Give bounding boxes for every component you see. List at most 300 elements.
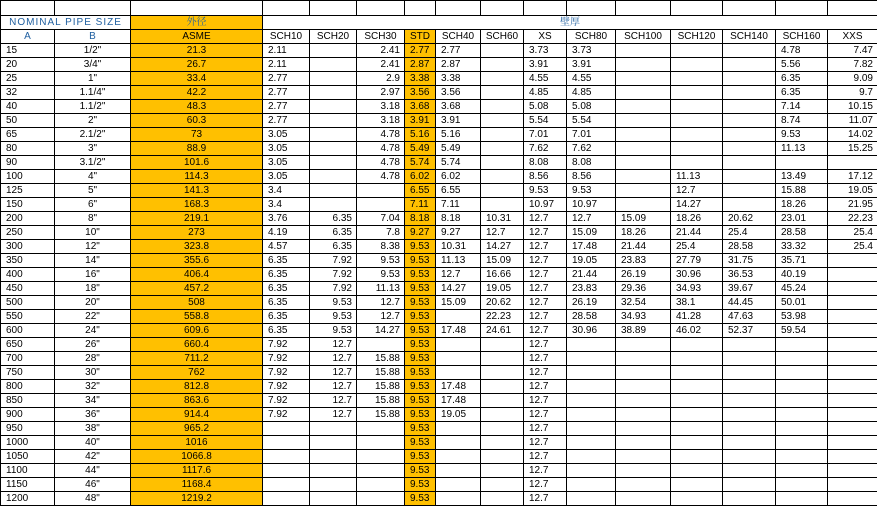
sch100-cell[interactable] <box>616 492 671 506</box>
sch60-cell[interactable]: 10.31 <box>481 212 524 226</box>
sch140-cell[interactable] <box>723 198 776 212</box>
sch30-cell[interactable] <box>357 436 405 450</box>
sch120-cell[interactable] <box>671 464 723 478</box>
asme-od-cell[interactable]: 762 <box>131 366 263 380</box>
size-a-cell[interactable]: 300 <box>1 240 55 254</box>
sch160-cell[interactable]: 23.01 <box>776 212 828 226</box>
sch160-cell[interactable]: 40.19 <box>776 268 828 282</box>
sch160-cell[interactable]: 15.88 <box>776 184 828 198</box>
sch40-cell[interactable]: 3.38 <box>436 72 481 86</box>
sch30-cell[interactable] <box>357 450 405 464</box>
sch80-cell[interactable] <box>567 492 616 506</box>
sch160-cell[interactable]: 53.98 <box>776 310 828 324</box>
size-b-cell[interactable]: 20" <box>55 296 131 310</box>
std-cell[interactable]: 9.53 <box>405 408 436 422</box>
xxs-cell[interactable]: 10.15 <box>828 100 877 114</box>
sch60-cell[interactable] <box>481 100 524 114</box>
asme-od-cell[interactable]: 863.6 <box>131 394 263 408</box>
xxs-cell[interactable] <box>828 450 877 464</box>
asme-od-cell[interactable]: 48.3 <box>131 100 263 114</box>
sch40-cell[interactable]: 11.13 <box>436 254 481 268</box>
sch10-cell[interactable]: 3.4 <box>263 198 310 212</box>
std-cell[interactable]: 9.53 <box>405 450 436 464</box>
size-a-cell[interactable]: 450 <box>1 282 55 296</box>
sch30-cell[interactable]: 15.88 <box>357 394 405 408</box>
sch40-cell[interactable]: 17.48 <box>436 324 481 338</box>
sch80-cell[interactable]: 8.56 <box>567 170 616 184</box>
sch100-cell[interactable]: 38.89 <box>616 324 671 338</box>
sch40-cell[interactable]: 2.77 <box>436 44 481 58</box>
sch140-cell[interactable] <box>723 142 776 156</box>
sch40-cell[interactable] <box>436 366 481 380</box>
xxs-cell[interactable] <box>828 478 877 492</box>
empty-cell[interactable] <box>263 1 310 16</box>
sch30-cell[interactable]: 8.38 <box>357 240 405 254</box>
xs-cell[interactable]: 7.62 <box>524 142 567 156</box>
sch60-cell[interactable]: 24.61 <box>481 324 524 338</box>
size-b-cell[interactable]: 3/4" <box>55 58 131 72</box>
sch140-cell[interactable] <box>723 156 776 170</box>
sch60-cell[interactable]: 19.05 <box>481 282 524 296</box>
sch20-cell[interactable]: 12.7 <box>310 366 357 380</box>
sch140-cell[interactable]: 36.53 <box>723 268 776 282</box>
sch60-cell[interactable] <box>481 380 524 394</box>
xs-cell[interactable]: 8.08 <box>524 156 567 170</box>
sch20-cell[interactable] <box>310 170 357 184</box>
sch40-cell[interactable] <box>436 436 481 450</box>
sch30-cell[interactable]: 14.27 <box>357 324 405 338</box>
sch60-cell[interactable] <box>481 408 524 422</box>
sch10-cell[interactable] <box>263 492 310 506</box>
sch140-cell[interactable] <box>723 450 776 464</box>
asme-od-cell[interactable]: 558.8 <box>131 310 263 324</box>
size-a-cell[interactable]: 100 <box>1 170 55 184</box>
sch30-cell[interactable]: 2.97 <box>357 86 405 100</box>
sch80-cell[interactable] <box>567 450 616 464</box>
size-a-cell[interactable]: 150 <box>1 198 55 212</box>
sch120-cell[interactable] <box>671 450 723 464</box>
sch60-cell[interactable] <box>481 156 524 170</box>
sch100-cell[interactable] <box>616 142 671 156</box>
sch10-cell[interactable]: 7.92 <box>263 408 310 422</box>
asme-od-cell[interactable]: 1219.2 <box>131 492 263 506</box>
sch20-cell[interactable] <box>310 86 357 100</box>
sch100-cell[interactable] <box>616 128 671 142</box>
sch40-cell[interactable]: 19.05 <box>436 408 481 422</box>
empty-cell[interactable] <box>436 1 481 16</box>
std-cell[interactable]: 2.87 <box>405 58 436 72</box>
sch120-cell[interactable] <box>671 86 723 100</box>
xxs-cell[interactable] <box>828 408 877 422</box>
sch140-cell[interactable] <box>723 366 776 380</box>
sch140-cell[interactable] <box>723 408 776 422</box>
size-b-cell[interactable]: 1.1/2" <box>55 100 131 114</box>
std-cell[interactable]: 9.53 <box>405 422 436 436</box>
sch120-cell[interactable] <box>671 128 723 142</box>
sch20-cell[interactable]: 12.7 <box>310 352 357 366</box>
sch60-cell[interactable]: 15.09 <box>481 254 524 268</box>
sch120-cell[interactable] <box>671 338 723 352</box>
size-b-cell[interactable]: 14" <box>55 254 131 268</box>
size-b-cell[interactable]: 12" <box>55 240 131 254</box>
sch40-cell[interactable] <box>436 464 481 478</box>
size-b-cell[interactable]: 18" <box>55 282 131 296</box>
sch160-cell[interactable] <box>776 338 828 352</box>
empty-cell[interactable] <box>723 1 776 16</box>
sch30-cell[interactable] <box>357 198 405 212</box>
sch120-cell[interactable]: 14.27 <box>671 198 723 212</box>
sch10-cell[interactable]: 7.92 <box>263 352 310 366</box>
sch160-cell[interactable] <box>776 380 828 394</box>
sch160-cell[interactable] <box>776 492 828 506</box>
sch60-cell[interactable] <box>481 464 524 478</box>
size-a-cell[interactable]: 400 <box>1 268 55 282</box>
size-a-cell[interactable]: 750 <box>1 366 55 380</box>
xxs-cell[interactable] <box>828 268 877 282</box>
sch10-cell[interactable] <box>263 450 310 464</box>
size-a-cell[interactable]: 350 <box>1 254 55 268</box>
asme-od-cell[interactable]: 660.4 <box>131 338 263 352</box>
sch10-cell[interactable]: 7.92 <box>263 366 310 380</box>
xs-cell[interactable]: 12.7 <box>524 254 567 268</box>
empty-cell[interactable] <box>524 1 567 16</box>
asme-od-cell[interactable]: 26.7 <box>131 58 263 72</box>
sch40-cell[interactable]: 9.27 <box>436 226 481 240</box>
size-a-cell[interactable]: 1150 <box>1 478 55 492</box>
sch80-cell[interactable]: 5.08 <box>567 100 616 114</box>
sch120-cell[interactable]: 12.7 <box>671 184 723 198</box>
col-header-sch10[interactable]: SCH10 <box>263 30 310 44</box>
xxs-cell[interactable] <box>828 366 877 380</box>
sch20-cell[interactable] <box>310 436 357 450</box>
size-b-cell[interactable]: 2.1/2" <box>55 128 131 142</box>
sch160-cell[interactable]: 11.13 <box>776 142 828 156</box>
sch80-cell[interactable] <box>567 436 616 450</box>
sch160-cell[interactable]: 33.32 <box>776 240 828 254</box>
sch160-cell[interactable] <box>776 394 828 408</box>
asme-od-cell[interactable]: 508 <box>131 296 263 310</box>
sch40-cell[interactable]: 15.09 <box>436 296 481 310</box>
size-a-cell[interactable]: 25 <box>1 72 55 86</box>
sch160-cell[interactable] <box>776 156 828 170</box>
wall-thickness-header[interactable]: 壁厚 <box>263 16 877 30</box>
sch100-cell[interactable] <box>616 72 671 86</box>
xs-cell[interactable]: 12.7 <box>524 338 567 352</box>
xxs-cell[interactable] <box>828 324 877 338</box>
asme-od-cell[interactable]: 60.3 <box>131 114 263 128</box>
sch40-cell[interactable]: 14.27 <box>436 282 481 296</box>
xxs-cell[interactable] <box>828 310 877 324</box>
sch160-cell[interactable]: 7.14 <box>776 100 828 114</box>
xs-cell[interactable]: 9.53 <box>524 184 567 198</box>
empty-cell[interactable] <box>616 1 671 16</box>
sch10-cell[interactable]: 7.92 <box>263 380 310 394</box>
size-a-cell[interactable]: 650 <box>1 338 55 352</box>
std-cell[interactable]: 9.53 <box>405 380 436 394</box>
sch100-cell[interactable]: 23.83 <box>616 254 671 268</box>
std-cell[interactable]: 9.53 <box>405 338 436 352</box>
sch120-cell[interactable] <box>671 366 723 380</box>
size-b-cell[interactable]: 22" <box>55 310 131 324</box>
sch20-cell[interactable] <box>310 100 357 114</box>
asme-od-cell[interactable]: 355.6 <box>131 254 263 268</box>
sch160-cell[interactable]: 9.53 <box>776 128 828 142</box>
sch160-cell[interactable] <box>776 436 828 450</box>
xs-cell[interactable]: 12.7 <box>524 450 567 464</box>
sch100-cell[interactable] <box>616 114 671 128</box>
sch60-cell[interactable] <box>481 86 524 100</box>
sch80-cell[interactable] <box>567 380 616 394</box>
size-a-cell[interactable]: 850 <box>1 394 55 408</box>
sch140-cell[interactable] <box>723 380 776 394</box>
sch140-cell[interactable] <box>723 478 776 492</box>
xs-cell[interactable]: 12.7 <box>524 240 567 254</box>
sch160-cell[interactable] <box>776 450 828 464</box>
sch30-cell[interactable]: 4.78 <box>357 170 405 184</box>
sch30-cell[interactable]: 2.41 <box>357 58 405 72</box>
sch60-cell[interactable]: 22.23 <box>481 310 524 324</box>
sch100-cell[interactable] <box>616 422 671 436</box>
sch160-cell[interactable]: 50.01 <box>776 296 828 310</box>
sch100-cell[interactable] <box>616 44 671 58</box>
sch10-cell[interactable]: 3.05 <box>263 156 310 170</box>
sch20-cell[interactable]: 7.92 <box>310 282 357 296</box>
sch10-cell[interactable]: 6.35 <box>263 254 310 268</box>
sch30-cell[interactable]: 15.88 <box>357 352 405 366</box>
sch20-cell[interactable]: 7.92 <box>310 254 357 268</box>
sch100-cell[interactable]: 26.19 <box>616 268 671 282</box>
sch40-cell[interactable] <box>436 492 481 506</box>
sch10-cell[interactable]: 3.05 <box>263 170 310 184</box>
sch100-cell[interactable] <box>616 100 671 114</box>
sch120-cell[interactable] <box>671 394 723 408</box>
xs-cell[interactable]: 12.7 <box>524 492 567 506</box>
size-a-cell[interactable]: 900 <box>1 408 55 422</box>
sch100-cell[interactable] <box>616 156 671 170</box>
sch10-cell[interactable]: 2.77 <box>263 114 310 128</box>
asme-od-cell[interactable]: 88.9 <box>131 142 263 156</box>
std-cell[interactable]: 9.53 <box>405 282 436 296</box>
std-cell[interactable]: 9.53 <box>405 240 436 254</box>
sch40-cell[interactable] <box>436 352 481 366</box>
std-cell[interactable]: 8.18 <box>405 212 436 226</box>
sch120-cell[interactable]: 27.79 <box>671 254 723 268</box>
xs-cell[interactable]: 12.7 <box>524 464 567 478</box>
size-b-cell[interactable]: 3.1/2" <box>55 156 131 170</box>
sch30-cell[interactable]: 3.18 <box>357 114 405 128</box>
sch60-cell[interactable]: 14.27 <box>481 240 524 254</box>
sch10-cell[interactable]: 2.77 <box>263 100 310 114</box>
xxs-cell[interactable]: 19.05 <box>828 184 877 198</box>
xs-cell[interactable]: 12.7 <box>524 366 567 380</box>
sch100-cell[interactable] <box>616 380 671 394</box>
asme-od-cell[interactable]: 1168.4 <box>131 478 263 492</box>
asme-od-cell[interactable]: 457.2 <box>131 282 263 296</box>
sch160-cell[interactable]: 18.26 <box>776 198 828 212</box>
std-cell[interactable]: 9.53 <box>405 366 436 380</box>
size-a-cell[interactable]: 1000 <box>1 436 55 450</box>
size-a-cell[interactable]: 80 <box>1 142 55 156</box>
sch60-cell[interactable] <box>481 366 524 380</box>
sch120-cell[interactable]: 41.28 <box>671 310 723 324</box>
xs-cell[interactable]: 12.7 <box>524 478 567 492</box>
empty-cell[interactable] <box>405 1 436 16</box>
size-a-cell[interactable]: 40 <box>1 100 55 114</box>
sch60-cell[interactable] <box>481 492 524 506</box>
xs-cell[interactable]: 12.7 <box>524 352 567 366</box>
std-cell[interactable]: 3.38 <box>405 72 436 86</box>
sch140-cell[interactable] <box>723 58 776 72</box>
col-header-sch20[interactable]: SCH20 <box>310 30 357 44</box>
sch120-cell[interactable]: 21.44 <box>671 226 723 240</box>
sch60-cell[interactable] <box>481 352 524 366</box>
sch40-cell[interactable]: 8.18 <box>436 212 481 226</box>
sch140-cell[interactable]: 47.63 <box>723 310 776 324</box>
size-a-cell[interactable]: 1050 <box>1 450 55 464</box>
sch120-cell[interactable] <box>671 58 723 72</box>
sch20-cell[interactable]: 12.7 <box>310 394 357 408</box>
sch20-cell[interactable] <box>310 478 357 492</box>
sch120-cell[interactable] <box>671 408 723 422</box>
sch80-cell[interactable]: 17.48 <box>567 240 616 254</box>
sch120-cell[interactable] <box>671 492 723 506</box>
xs-cell[interactable]: 12.7 <box>524 422 567 436</box>
xxs-cell[interactable] <box>828 352 877 366</box>
sch10-cell[interactable] <box>263 464 310 478</box>
sch80-cell[interactable] <box>567 366 616 380</box>
xxs-cell[interactable] <box>828 422 877 436</box>
sch100-cell[interactable] <box>616 338 671 352</box>
std-cell[interactable]: 9.53 <box>405 268 436 282</box>
xs-cell[interactable]: 12.7 <box>524 226 567 240</box>
empty-cell[interactable] <box>55 1 131 16</box>
sch20-cell[interactable] <box>310 72 357 86</box>
sch100-cell[interactable]: 21.44 <box>616 240 671 254</box>
xs-cell[interactable]: 12.7 <box>524 268 567 282</box>
sch20-cell[interactable]: 7.92 <box>310 268 357 282</box>
sch30-cell[interactable]: 2.9 <box>357 72 405 86</box>
size-a-cell[interactable]: 125 <box>1 184 55 198</box>
asme-od-cell[interactable]: 141.3 <box>131 184 263 198</box>
sch20-cell[interactable] <box>310 450 357 464</box>
size-a-cell[interactable]: 250 <box>1 226 55 240</box>
sch30-cell[interactable] <box>357 422 405 436</box>
sch20-cell[interactable] <box>310 44 357 58</box>
asme-od-cell[interactable]: 323.8 <box>131 240 263 254</box>
sch80-cell[interactable]: 3.73 <box>567 44 616 58</box>
xs-cell[interactable]: 10.97 <box>524 198 567 212</box>
xxs-cell[interactable] <box>828 394 877 408</box>
sch100-cell[interactable]: 34.93 <box>616 310 671 324</box>
sch80-cell[interactable]: 30.96 <box>567 324 616 338</box>
sch30-cell[interactable]: 15.88 <box>357 366 405 380</box>
size-a-cell[interactable]: 20 <box>1 58 55 72</box>
xs-cell[interactable]: 12.7 <box>524 436 567 450</box>
sch160-cell[interactable]: 8.74 <box>776 114 828 128</box>
size-b-cell[interactable]: 42" <box>55 450 131 464</box>
std-cell[interactable]: 3.68 <box>405 100 436 114</box>
xxs-cell[interactable] <box>828 254 877 268</box>
sch20-cell[interactable]: 6.35 <box>310 212 357 226</box>
xxs-cell[interactable]: 11.07 <box>828 114 877 128</box>
sch100-cell[interactable] <box>616 352 671 366</box>
sch60-cell[interactable] <box>481 436 524 450</box>
std-cell[interactable]: 9.53 <box>405 296 436 310</box>
size-b-cell[interactable]: 28" <box>55 352 131 366</box>
sch120-cell[interactable]: 30.96 <box>671 268 723 282</box>
size-a-cell[interactable]: 200 <box>1 212 55 226</box>
sch10-cell[interactable]: 3.05 <box>263 128 310 142</box>
sch140-cell[interactable] <box>723 492 776 506</box>
sch40-cell[interactable] <box>436 310 481 324</box>
sch140-cell[interactable] <box>723 128 776 142</box>
xxs-cell[interactable]: 21.95 <box>828 198 877 212</box>
nominal-pipe-size-header[interactable]: NOMINAL PIPE SIZE <box>1 16 131 30</box>
sch10-cell[interactable]: 2.77 <box>263 86 310 100</box>
sch30-cell[interactable] <box>357 478 405 492</box>
sch40-cell[interactable]: 3.91 <box>436 114 481 128</box>
sch10-cell[interactable]: 2.77 <box>263 72 310 86</box>
xxs-cell[interactable] <box>828 492 877 506</box>
sch80-cell[interactable]: 15.09 <box>567 226 616 240</box>
sch80-cell[interactable]: 19.05 <box>567 254 616 268</box>
size-b-cell[interactable]: 36" <box>55 408 131 422</box>
asme-od-cell[interactable]: 42.2 <box>131 86 263 100</box>
sch120-cell[interactable]: 11.13 <box>671 170 723 184</box>
asme-od-cell[interactable]: 33.4 <box>131 72 263 86</box>
sch30-cell[interactable]: 15.88 <box>357 380 405 394</box>
sch140-cell[interactable] <box>723 100 776 114</box>
std-cell[interactable]: 9.53 <box>405 436 436 450</box>
size-b-cell[interactable]: 40" <box>55 436 131 450</box>
sch30-cell[interactable]: 4.78 <box>357 156 405 170</box>
xxs-cell[interactable]: 14.02 <box>828 128 877 142</box>
sch60-cell[interactable] <box>481 170 524 184</box>
sch80-cell[interactable]: 23.83 <box>567 282 616 296</box>
asme-od-cell[interactable]: 914.4 <box>131 408 263 422</box>
sch30-cell[interactable] <box>357 464 405 478</box>
xxs-cell[interactable] <box>828 380 877 394</box>
sch40-cell[interactable]: 5.74 <box>436 156 481 170</box>
sch160-cell[interactable] <box>776 352 828 366</box>
size-a-cell[interactable]: 700 <box>1 352 55 366</box>
col-header-sch80[interactable]: SCH80 <box>567 30 616 44</box>
asme-od-cell[interactable]: 965.2 <box>131 422 263 436</box>
asme-od-cell[interactable]: 273 <box>131 226 263 240</box>
xxs-cell[interactable] <box>828 464 877 478</box>
sch40-cell[interactable]: 5.49 <box>436 142 481 156</box>
sch80-cell[interactable]: 12.7 <box>567 212 616 226</box>
empty-cell[interactable] <box>357 1 405 16</box>
size-a-cell[interactable]: 600 <box>1 324 55 338</box>
col-header-sch140[interactable]: SCH140 <box>723 30 776 44</box>
sch80-cell[interactable] <box>567 422 616 436</box>
sch10-cell[interactable]: 6.35 <box>263 296 310 310</box>
size-a-cell[interactable]: 32 <box>1 86 55 100</box>
size-b-cell[interactable]: 6" <box>55 198 131 212</box>
std-cell[interactable]: 6.55 <box>405 184 436 198</box>
sch60-cell[interactable] <box>481 114 524 128</box>
sch140-cell[interactable] <box>723 44 776 58</box>
xxs-cell[interactable]: 7.47 <box>828 44 877 58</box>
sch80-cell[interactable]: 5.54 <box>567 114 616 128</box>
sch140-cell[interactable] <box>723 394 776 408</box>
sch10-cell[interactable] <box>263 436 310 450</box>
size-a-cell[interactable]: 90 <box>1 156 55 170</box>
sch20-cell[interactable] <box>310 58 357 72</box>
asme-od-cell[interactable]: 1117.6 <box>131 464 263 478</box>
size-a-cell[interactable]: 1200 <box>1 492 55 506</box>
